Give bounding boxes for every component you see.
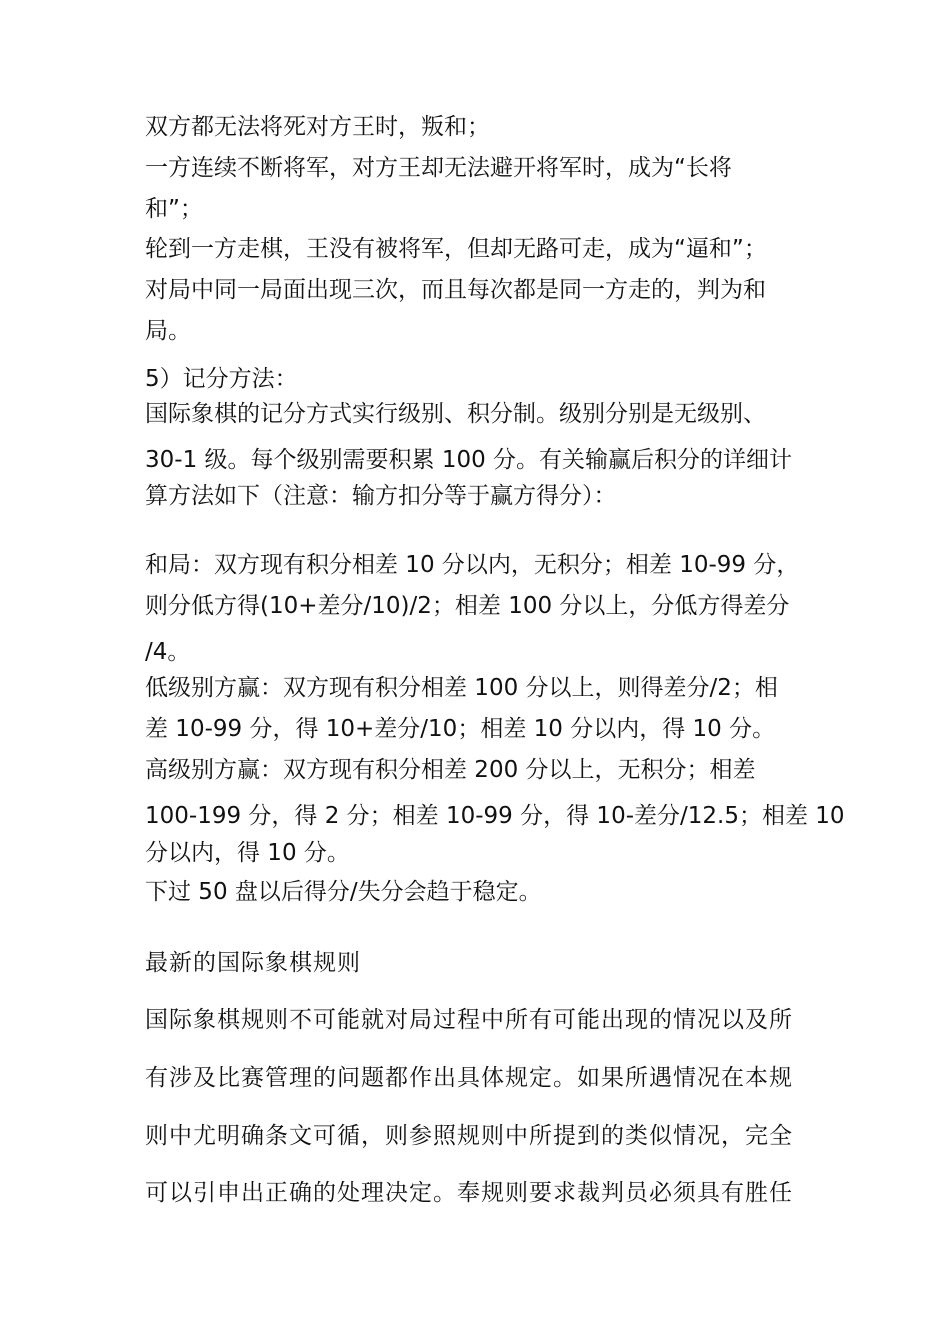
scoring-detail-line: 低级别方赢：双方现有积分相差 100 分以上，则得差分/2；相	[145, 675, 778, 701]
latest-rules-heading: 最新的国际象棋规则	[145, 950, 361, 976]
scoring-intro-line: 国际象棋的记分方式实行级别、积分制。级别分别是无级别、	[145, 401, 766, 427]
latest-rules-line: 则中尤明确条文可循，则参照规则中所提到的类似情况，完全	[145, 1123, 793, 1149]
latest-rules-line: 国际象棋规则不可能就对局过程中所有可能出现的情况以及所	[145, 1007, 793, 1033]
rule-line-threefold: 对局中同一局面出现三次，而且每次都是同一方走的，判为和	[145, 277, 766, 303]
scoring-detail-line: 则分低方得(10+差分/10)/2；相差 100 分以上，分低方得差分	[145, 593, 790, 619]
scoring-detail-line: 和局：双方现有积分相差 10 分以内，无积分；相差 10-99 分，	[145, 552, 800, 578]
scoring-detail-line: /4。	[145, 639, 191, 665]
rule-line-perpetual-check: 一方连续不断将军，对方王却无法避开将军时，成为“长将	[145, 155, 732, 181]
rule-line-stalemate: 轮到一方走棋，王没有被将军，但却无路可走，成为“逼和”；	[145, 236, 767, 262]
scoring-intro-line: 30-1 级。每个级别需要积累 100 分。有关输赢后积分的详细计	[145, 447, 793, 473]
scoring-detail-line: 分以内，得 10 分。	[145, 840, 350, 866]
scoring-detail-line: 差 10-99 分，得 10+差分/10；相差 10 分以内，得 10 分。	[145, 716, 776, 742]
scoring-detail-line: 下过 50 盘以后得分/失分会趋于稳定。	[145, 879, 542, 905]
rule-line-stalemate-both: 双方都无法将死对方王时，叛和；	[145, 114, 490, 140]
scoring-detail-line: 高级别方赢：双方现有积分相差 200 分以上，无积分；相差	[145, 757, 756, 783]
scoring-heading: 5）记分方法：	[145, 366, 298, 392]
latest-rules-line: 有涉及比赛管理的问题都作出具体规定。如果所遇情况在本规	[145, 1065, 793, 1091]
rule-line-threefold-cont: 局。	[145, 318, 191, 344]
scoring-intro-line: 算方法如下（注意：输方扣分等于赢方得分）：	[145, 483, 617, 509]
rule-line-perpetual-check-cont: 和”；	[145, 196, 203, 222]
latest-rules-line: 可以引申出正确的处理决定。奉规则要求裁判员必须具有胜任	[145, 1180, 793, 1206]
scoring-detail-line: 100-199 分，得 2 分；相差 10-99 分，得 10-差分/12.5；相差 10	[145, 803, 845, 829]
